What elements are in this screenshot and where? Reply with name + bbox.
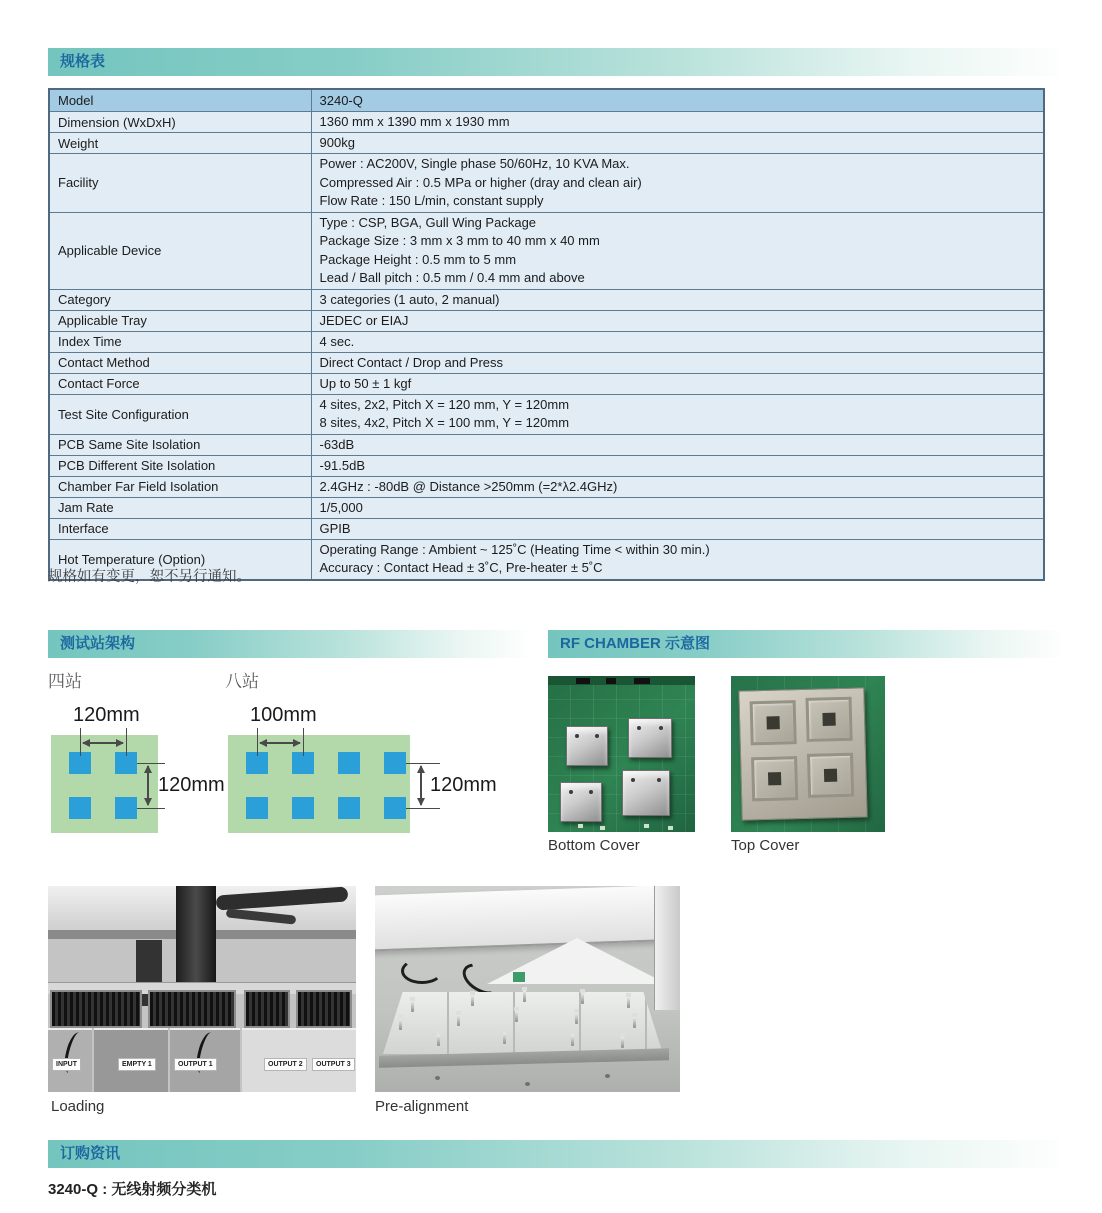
test-site-square xyxy=(384,797,406,819)
stacker-label: OUTPUT 2 xyxy=(264,1058,307,1071)
tray xyxy=(296,990,352,1028)
pre-alignment-photo xyxy=(375,886,680,1092)
pcb-component xyxy=(606,678,616,684)
spec-value-cell: 3 categories (1 auto, 2 manual) xyxy=(311,289,1044,310)
speck xyxy=(435,1076,440,1080)
eight-station-pitch-x-label: 100mm xyxy=(250,704,317,726)
eight-station-diagram xyxy=(228,735,410,833)
section-header-ordering: 订购资讯 xyxy=(48,1140,1060,1168)
spec-value-cell: 3240-Q xyxy=(311,89,1044,112)
dimension-line xyxy=(406,763,440,764)
spec-table-body xyxy=(49,89,1044,580)
machine-column xyxy=(654,886,680,1010)
spec-row xyxy=(49,133,1044,154)
stacker-label: OUTPUT 1 xyxy=(174,1058,217,1071)
test-site-square xyxy=(338,752,360,774)
pcb-component xyxy=(576,678,590,684)
pin xyxy=(633,1016,636,1028)
bottom-cover-caption: Bottom Cover xyxy=(548,837,640,854)
spec-value-cell: 2.4GHz : -80dB @ Distance >250mm (=2*λ2.4GHz) xyxy=(311,476,1044,497)
pin xyxy=(503,1032,506,1044)
spec-label-cell: Applicable Tray xyxy=(49,310,311,331)
spec-label-cell: Hot Temperature (Option) xyxy=(49,539,311,580)
tray xyxy=(50,990,142,1028)
dimension-line xyxy=(137,808,165,809)
spec-label-cell: PCB Different Site Isolation xyxy=(49,455,311,476)
spec-label-cell: Facility xyxy=(49,154,311,213)
shield-box xyxy=(622,770,670,816)
spec-row xyxy=(49,434,1044,455)
vertical-dimension-arrow xyxy=(420,766,422,805)
socket xyxy=(807,753,854,798)
spec-value-cell: 1/5,000 xyxy=(311,497,1044,518)
pin xyxy=(457,1014,460,1026)
dimension-line xyxy=(406,808,440,809)
pcb-edge xyxy=(548,676,695,685)
dimension-line xyxy=(137,763,165,764)
spec-label-cell: Test Site Configuration xyxy=(49,394,311,434)
loading-caption: Loading xyxy=(51,1098,105,1115)
socket xyxy=(806,697,853,742)
loading-photo xyxy=(48,886,356,1092)
dimension-tick xyxy=(80,728,81,756)
pin xyxy=(575,1012,578,1024)
section-header-test-station: 测试站架构 xyxy=(48,630,526,658)
speck xyxy=(525,1082,530,1086)
spec-table xyxy=(48,88,1045,581)
ordering-model-line: 3240-Q : 无线射频分类机 xyxy=(48,1181,217,1198)
pin xyxy=(581,992,584,1004)
eight-station-pitch-y-label: 120mm xyxy=(430,774,497,796)
pcb-pad xyxy=(644,824,649,828)
tray xyxy=(148,990,236,1028)
speck xyxy=(605,1074,610,1078)
four-station-pitch-x-label: 120mm xyxy=(73,704,140,726)
top-cover-caption: Top Cover xyxy=(731,837,800,854)
spec-value-cell: GPIB xyxy=(311,518,1044,539)
spec-value-cell: Type : CSP, BGA, Gull Wing Package Package Size : 3 mm x 3 mm to 40 mm x 40 mm Package Height : 0.5 mm to 5 mm Lead / Ball pitch : 0.5 mm / 0.4 mm and above xyxy=(311,212,1044,289)
spec-value-cell: JEDEC or EIAJ xyxy=(311,310,1044,331)
top-cover-photo xyxy=(731,676,885,832)
spec-change-note: 规格如有变更，恕不另行通知。 xyxy=(48,569,251,585)
spec-label-cell: Interface xyxy=(49,518,311,539)
section-header-spec: 规格表 xyxy=(48,48,1060,76)
spec-label-cell: Applicable Device xyxy=(49,212,311,289)
spec-value-cell: 4 sites, 2x2, Pitch X = 120 mm, Y = 120mm 8 sites, 4x2, Pitch X = 100 mm, Y = 120mm xyxy=(311,394,1044,434)
spec-value-cell: Operating Range : Ambient ~ 125˚C (Heating Time < within 30 min.) Accuracy : Contact Head ± 3˚C, Pre-heater ± 5˚C xyxy=(311,539,1044,580)
pcb-pad xyxy=(578,824,583,828)
spec-label-cell: Chamber Far Field Isolation xyxy=(49,476,311,497)
spec-row xyxy=(49,89,1044,112)
spec-label-cell: Contact Force xyxy=(49,373,311,394)
test-site-square xyxy=(338,797,360,819)
pcb-pad xyxy=(668,826,673,830)
spec-label-cell: Weight xyxy=(49,133,311,154)
spec-row xyxy=(49,352,1044,373)
test-site-square xyxy=(115,797,137,819)
pin xyxy=(471,994,474,1006)
spec-value-cell: 900kg xyxy=(311,133,1044,154)
pin xyxy=(437,1034,440,1046)
spec-label-cell: Jam Rate xyxy=(49,497,311,518)
machine-beam xyxy=(375,886,680,952)
dimension-tick xyxy=(303,728,304,756)
test-site-square xyxy=(69,797,91,819)
spec-row xyxy=(49,394,1044,434)
four-station-diagram xyxy=(51,735,158,833)
spec-row xyxy=(49,212,1044,289)
eight-station-title: 八站 xyxy=(225,672,259,691)
tray xyxy=(244,990,290,1028)
test-site-square xyxy=(292,797,314,819)
spec-value-cell: Up to 50 ± 1 kgf xyxy=(311,373,1044,394)
pcb-pad xyxy=(600,826,605,830)
stacker-label: INPUT xyxy=(52,1058,81,1071)
pin xyxy=(515,1010,518,1022)
spec-row xyxy=(49,310,1044,331)
spec-row xyxy=(49,476,1044,497)
spec-row xyxy=(49,455,1044,476)
shield-box xyxy=(566,726,608,766)
spec-label-cell: Contact Method xyxy=(49,352,311,373)
section-header-rf-chamber: RF CHAMBER 示意图 xyxy=(548,630,1060,658)
pcb-component xyxy=(634,678,650,684)
spec-value-cell: Power : AC200V, Single phase 50/60Hz, 10 KVA Max. Compressed Air : 0.5 MPa or higher (dray and clean air) Flow Rate : 150 L/min, constant supply xyxy=(311,154,1044,213)
pin xyxy=(621,1036,624,1048)
pin xyxy=(411,1000,414,1012)
pin xyxy=(399,1018,402,1030)
four-station-pitch-y-label: 120mm xyxy=(158,774,225,796)
stacker-label: EMPTY 1 xyxy=(118,1058,156,1071)
spec-value-cell: Direct Contact / Drop and Press xyxy=(311,352,1044,373)
spec-label-cell: Model xyxy=(49,89,311,112)
vertical-dimension-arrow xyxy=(147,766,149,805)
shield-box xyxy=(560,782,602,822)
spec-label-cell: PCB Same Site Isolation xyxy=(49,434,311,455)
spec-label-cell: Category xyxy=(49,289,311,310)
test-site-square xyxy=(384,752,406,774)
spec-row xyxy=(49,373,1044,394)
spec-value-cell: -63dB xyxy=(311,434,1044,455)
horizontal-dimension-arrow xyxy=(83,742,123,744)
pre-alignment-caption: Pre-alignment xyxy=(375,1098,469,1115)
pin xyxy=(523,990,526,1002)
pin xyxy=(627,996,630,1008)
spec-row xyxy=(49,154,1044,213)
spec-row xyxy=(49,497,1044,518)
dimension-tick xyxy=(126,728,127,756)
spec-row xyxy=(49,518,1044,539)
spec-value-cell: -91.5dB xyxy=(311,455,1044,476)
socket xyxy=(751,756,798,801)
spec-label-cell: Dimension (WxDxH) xyxy=(49,112,311,133)
metal-plate xyxy=(738,687,867,820)
dimension-tick xyxy=(257,728,258,756)
horizontal-dimension-arrow xyxy=(260,742,300,744)
spec-value-cell: 1360 mm x 1390 mm x 1930 mm xyxy=(311,112,1044,133)
spec-row xyxy=(49,112,1044,133)
socket xyxy=(750,700,797,745)
stacker-label: OUTPUT 3 xyxy=(312,1058,355,1071)
four-station-title: 四站 xyxy=(48,672,82,691)
spec-row xyxy=(49,331,1044,352)
test-site-square xyxy=(246,797,268,819)
green-part xyxy=(513,972,525,982)
spec-row xyxy=(49,289,1044,310)
bottom-cover-photo xyxy=(548,676,695,832)
pin xyxy=(571,1034,574,1046)
spec-label-cell: Index Time xyxy=(49,331,311,352)
spec-value-cell: 4 sec. xyxy=(311,331,1044,352)
cable xyxy=(401,958,443,984)
shield-box xyxy=(628,718,672,758)
